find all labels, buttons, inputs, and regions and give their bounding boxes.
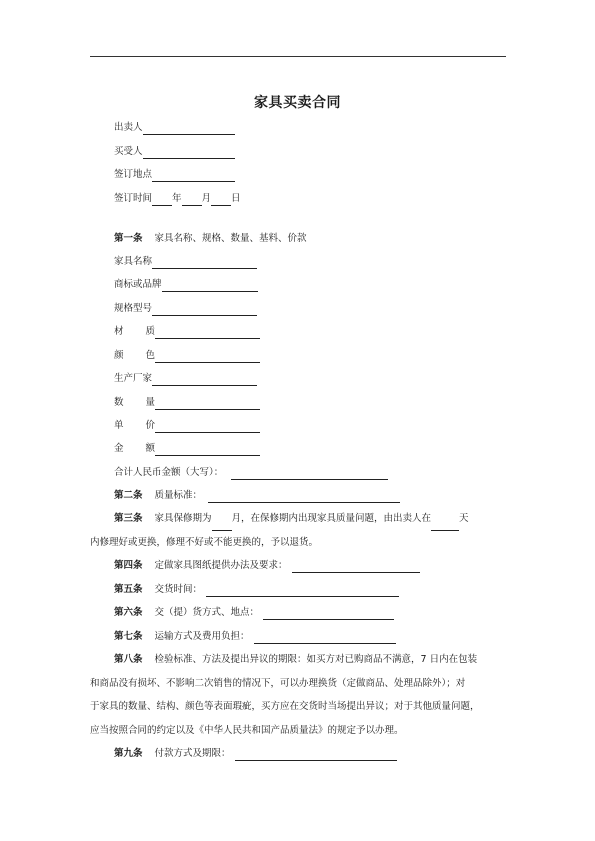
article-5-text: 交货时间： <box>154 584 203 595</box>
field-maker-label: 生产厂家 <box>114 373 153 384</box>
field-price-blank[interactable] <box>155 421 260 433</box>
field-maker-row <box>114 372 257 386</box>
field-color-label: 颜 色 <box>114 350 155 361</box>
place-label: 签订地点 <box>114 169 153 180</box>
article-4-text: 定做家具图纸提供办法及要求： <box>154 560 288 571</box>
article-5-number: 第五条 <box>114 584 143 595</box>
field-maker-blank[interactable] <box>152 374 257 386</box>
article-4-row <box>114 559 420 573</box>
field-spec-label: 规格型号 <box>114 303 153 314</box>
time-row <box>114 192 241 206</box>
day-blank[interactable] <box>211 194 231 206</box>
field-price-row <box>114 419 260 433</box>
article-3-text-b: 月，在保修期内出现家具质量问题，由出卖人在 <box>231 513 432 524</box>
page-title: 家具买卖合同 <box>254 95 341 111</box>
article-3-text-d: 内修理好或更换，修理不好或不能更换的，予以退货。 <box>90 536 319 548</box>
article-1-text: 家具名称、规格、数量、基料、价款 <box>154 233 307 244</box>
field-amount-label: 金 额 <box>114 443 155 454</box>
article-1-number: 第一条 <box>114 233 143 244</box>
place-blank[interactable] <box>152 170 235 182</box>
field-material-row <box>114 325 260 339</box>
article-5-blank[interactable] <box>206 585 399 597</box>
article-9-blank[interactable] <box>235 749 397 761</box>
field-qty-label: 数 量 <box>114 397 155 408</box>
buyer-row <box>114 145 235 159</box>
month-blank[interactable] <box>182 194 202 206</box>
field-name-row <box>114 255 257 269</box>
field-qty-blank[interactable] <box>155 398 260 410</box>
field-name-label: 家具名称 <box>114 256 153 267</box>
seller-row <box>114 121 235 135</box>
field-material-label: 材 质 <box>114 326 155 337</box>
total-blank[interactable] <box>231 468 388 480</box>
article-6-row <box>114 606 394 620</box>
article-4-blank[interactable] <box>292 561 420 573</box>
article-8-line-2: 和商品没有损坏、不影响二次销售的情况下，可以办理换货（定做商品、处理品除外）；对 <box>90 677 466 689</box>
seller-label: 出卖人 <box>114 122 143 133</box>
article-7-row <box>114 630 396 644</box>
article-3-text-c: 天 <box>459 513 469 524</box>
article-2-number: 第二条 <box>114 490 143 501</box>
field-qty-row <box>114 396 260 410</box>
article-6-text: 交（提）货方式、地点： <box>154 607 260 618</box>
month-label: 月 <box>201 193 212 204</box>
header-rule <box>90 56 506 57</box>
article-9-row <box>114 747 397 761</box>
total-label: 合计人民币金额（大写）： <box>114 467 224 478</box>
article-9-number: 第九条 <box>114 748 143 759</box>
article-1-row <box>114 232 307 246</box>
field-amount-row <box>114 442 260 456</box>
article-3-paragraph <box>90 507 504 554</box>
total-row <box>114 466 388 480</box>
article-3-number: 第三条 <box>114 513 143 524</box>
field-name-blank[interactable] <box>152 257 257 269</box>
day-label: 日 <box>231 193 241 204</box>
article-8-paragraph <box>90 648 504 742</box>
buyer-label: 买受人 <box>114 146 143 157</box>
article-6-number: 第六条 <box>114 607 143 618</box>
field-amount-blank[interactable] <box>155 444 260 456</box>
article-7-blank[interactable] <box>254 632 396 644</box>
field-material-blank[interactable] <box>155 327 260 339</box>
field-brand-blank[interactable] <box>162 280 258 292</box>
warranty-months-blank[interactable] <box>212 519 232 531</box>
article-8-number: 第八条 <box>114 654 143 665</box>
article-2-row <box>114 489 400 503</box>
time-label: 签订时间 <box>114 193 153 204</box>
field-color-row <box>114 349 260 363</box>
field-spec-row <box>114 302 257 316</box>
repair-days-blank[interactable] <box>431 519 459 531</box>
article-7-number: 第七条 <box>114 631 143 642</box>
field-color-blank[interactable] <box>155 351 260 363</box>
article-8-line-4: 应当按照合同的约定以及《中华人民共和国产品质量法》的规定予以办理。 <box>90 724 404 736</box>
field-brand-row <box>114 278 258 292</box>
article-6-blank[interactable] <box>263 608 394 620</box>
article-2-text: 质量标准： <box>154 490 203 501</box>
seller-blank[interactable] <box>143 123 235 135</box>
article-8-line-1: 检验标准、方法及提出异议的期限：如买方对已购商品不满意，7 日内在包装 <box>154 654 478 665</box>
article-5-row <box>114 583 399 597</box>
article-7-text: 运输方式及费用负担： <box>154 631 250 642</box>
article-2-blank[interactable] <box>208 491 400 503</box>
year-label: 年 <box>172 193 182 204</box>
field-spec-blank[interactable] <box>152 304 257 316</box>
article-8-line-3: 于家具的数量、结构、颜色等表面瑕疵，买方应在交货时当场提出异议；对于其他质量问题， <box>90 701 480 712</box>
article-9-text: 付款方式及期限： <box>154 748 231 759</box>
article-3-text-a: 家具保修期为 <box>154 513 212 524</box>
field-brand-label: 商标或品牌 <box>114 279 162 290</box>
article-4-number: 第四条 <box>114 560 143 571</box>
field-price-label: 单 价 <box>114 420 155 431</box>
place-row <box>114 168 235 182</box>
buyer-blank[interactable] <box>143 147 235 159</box>
year-blank[interactable] <box>152 194 172 206</box>
